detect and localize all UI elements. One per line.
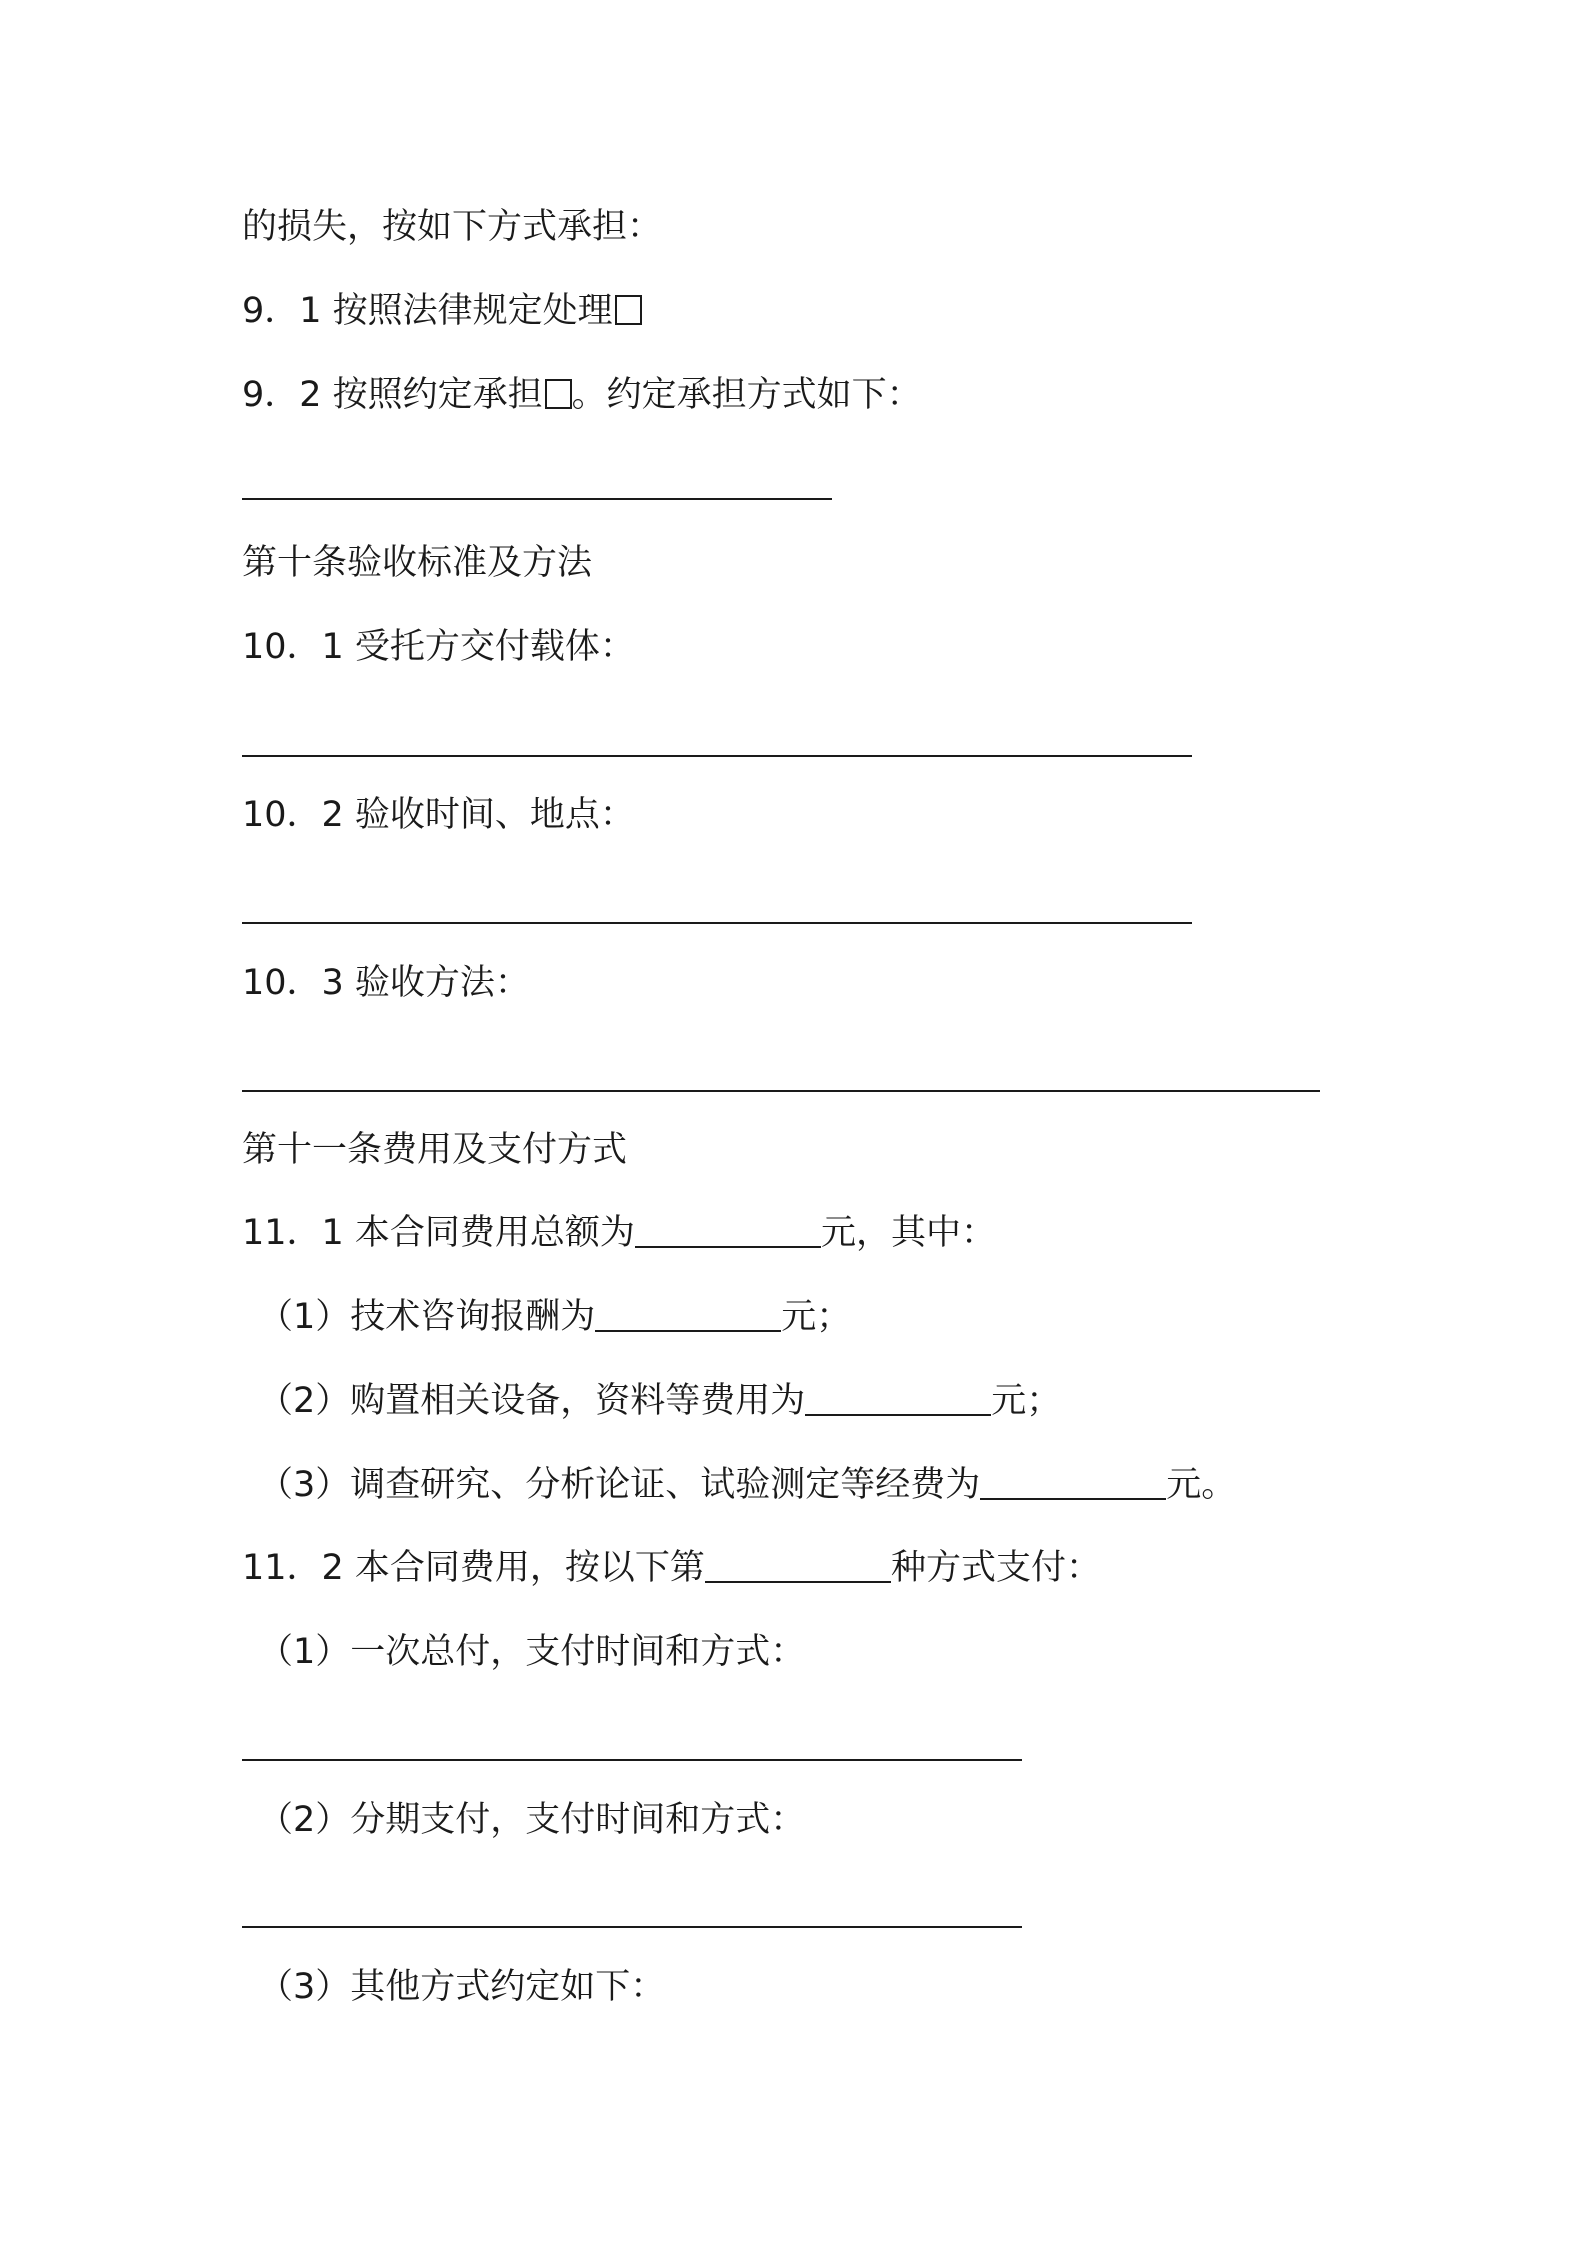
clause-9-2 xyxy=(242,375,922,415)
fee-item-3 xyxy=(258,1465,1237,1505)
clause-10-3: 10．3 验收方法： xyxy=(242,963,530,1003)
payment-option-3: （3）其他方式约定如下： xyxy=(258,1967,666,2007)
clause-11-1-text: 11．1 本合同费用总额为 xyxy=(242,1213,635,1253)
fee-item-2-tail: 元； xyxy=(991,1381,1062,1421)
clause-9-1 xyxy=(242,291,642,331)
article-10-heading: 第十条验收标准及方法 xyxy=(242,543,593,583)
blank-line-10-2[interactable] xyxy=(242,922,1192,924)
checkbox-9-1[interactable] xyxy=(615,295,642,325)
payment-option-2: （2）分期支付，支付时间和方式： xyxy=(258,1800,806,1840)
research-fee-blank[interactable] xyxy=(980,1468,1166,1500)
checkbox-9-2[interactable] xyxy=(545,379,572,409)
fee-item-3-text: （3）调查研究、分析论证、试验测定等经费为 xyxy=(258,1465,981,1505)
clause-9-1-text: 9．1 按照法律规定处理 xyxy=(242,291,613,331)
blank-line-payment-2[interactable] xyxy=(242,1926,1022,1928)
clause-11-1 xyxy=(242,1213,996,1253)
text-loss-bearing: 的损失，按如下方式承担： xyxy=(242,207,663,247)
article-11-heading: 第十一条费用及支付方式 xyxy=(242,1130,628,1170)
clause-11-2-text: 11．2 本合同费用，按以下第 xyxy=(242,1548,705,1588)
clause-11-1-tail: 元，其中： xyxy=(820,1213,996,1253)
clause-9-2-tail: 。约定承担方式如下： xyxy=(571,375,922,415)
payment-method-blank[interactable] xyxy=(705,1551,891,1583)
consulting-fee-blank[interactable] xyxy=(595,1300,781,1332)
blank-line-10-3[interactable] xyxy=(242,1090,1320,1092)
payment-option-1: （1）一次总付，支付时间和方式： xyxy=(258,1632,806,1672)
clause-9-2-text: 9．2 按照约定承担 xyxy=(242,375,543,415)
blank-line-10-1[interactable] xyxy=(242,755,1192,757)
clause-11-2-tail: 种方式支付： xyxy=(890,1548,1101,1588)
fee-item-1-text: （1）技术咨询报酬为 xyxy=(258,1297,596,1337)
clause-10-1: 10．1 受托方交付载体： xyxy=(242,627,635,667)
fee-item-2-text: （2）购置相关设备，资料等费用为 xyxy=(258,1381,806,1421)
fee-item-1-tail: 元； xyxy=(781,1297,852,1337)
blank-line-payment-1[interactable] xyxy=(242,1759,1022,1761)
total-fee-blank[interactable] xyxy=(635,1216,821,1248)
fee-item-2 xyxy=(258,1381,1062,1421)
fee-item-3-tail: 元。 xyxy=(1166,1465,1237,1505)
equipment-fee-blank[interactable] xyxy=(805,1384,991,1416)
blank-line-9-2[interactable] xyxy=(242,498,832,500)
fee-item-1 xyxy=(258,1297,852,1337)
clause-11-2 xyxy=(242,1548,1101,1588)
clause-10-2: 10．2 验收时间、地点： xyxy=(242,795,635,835)
